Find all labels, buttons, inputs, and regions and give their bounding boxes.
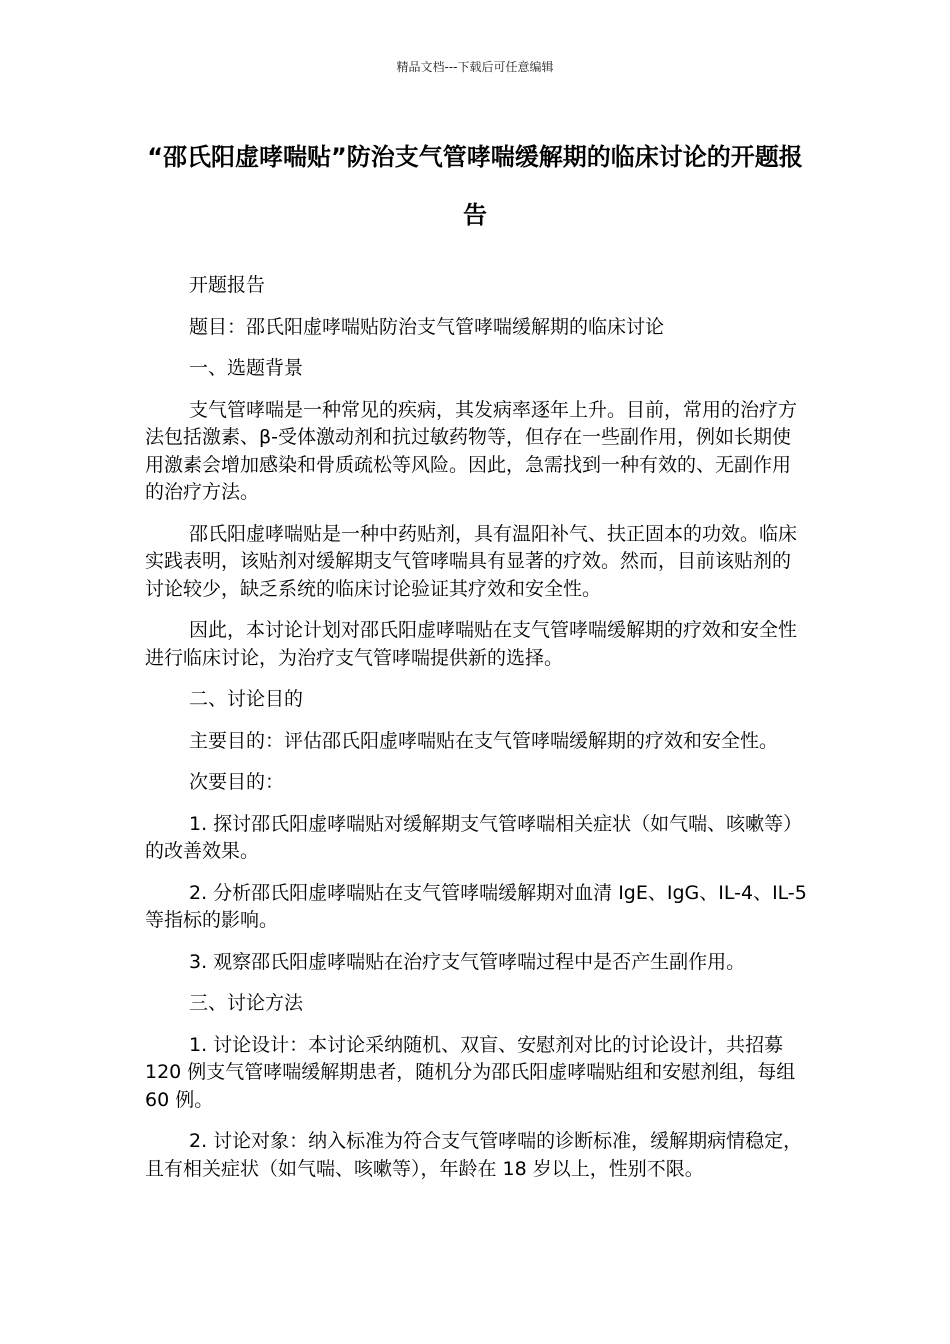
list-item: 3. 观察邵氏阳虚哮喘贴在治疗支气管哮喘过程中是否产生副作用。: [189, 950, 746, 973]
paragraph: 因此，本讨论计划对邵氏阳虚哮喘贴在支气管哮喘缓解期的疗效和安全性进行临床讨论，为治疗支气管哮喘提供新的选择。: [145, 619, 798, 669]
paragraph: 支气管哮喘是一种常见的疾病，其发病率逐年上升。目前，常用的治疗方法包括激素、β-受体激动剂和抗过敏药物等，但存在一些副作用，例如长期使用激素会增加感染和骨质疏松等风险。因此，急需找到一种有效的、无副作用的治疗方法。: [145, 398, 798, 503]
list-item: 2. 讨论对象：纳入标准为符合支气管哮喘的诊断标准，缓解期病情稳定，且有相关症状（如气喘、咳嗽等），年龄在 18 岁以上，性别不限。: [145, 1130, 803, 1180]
document-title: “邵氏阳虚哮喘贴”防治支气管哮喘缓解期的临床讨论的开题报告: [147, 143, 803, 229]
list-item: 2. 分析邵氏阳虚哮喘贴在支气管哮喘缓解期对血清 IgE、IgG、IL-4、IL-5 等指标的影响。: [145, 881, 807, 931]
paragraph: 次要目的：: [189, 771, 285, 793]
list-item: 1. 探讨邵氏阳虚哮喘贴对缓解期支气管哮喘相关症状（如气喘、咳嗽等）的改善效果。: [145, 812, 803, 862]
paragraph: 题目：邵氏阳虚哮喘贴防治支气管哮喘缓解期的临床讨论: [189, 315, 665, 338]
list-item: 1. 讨论设计：本讨论采纳随机、双盲、安慰剂对比的讨论设计，共招募 120 例支气管哮喘缓解期患者，随机分为邵氏阳虚哮喘贴组和安慰剂组，每组 60 例。: [145, 1033, 796, 1111]
page-header: 精品文档---下载后可任意编辑: [396, 60, 554, 74]
paragraph: 主要目的：评估邵氏阳虚哮喘贴在支气管哮喘缓解期的疗效和安全性。: [189, 729, 779, 752]
paragraph: 邵氏阳虚哮喘贴是一种中药贴剂，具有温阳补气、扶正固本的功效。临床实践表明，该贴剂对缓解期支气管哮喘具有显著的疗效。然而，目前该贴剂的讨论较少，缺乏系统的临床讨论验证其疗效和安全性。: [145, 522, 798, 600]
section-heading: 三、讨论方法: [189, 992, 304, 1014]
paragraph: 开题报告: [189, 274, 266, 296]
section-heading: 一、选题背景: [189, 357, 304, 379]
section-heading: 二、讨论目的: [189, 688, 304, 710]
document-body: [145, 272, 809, 1197]
